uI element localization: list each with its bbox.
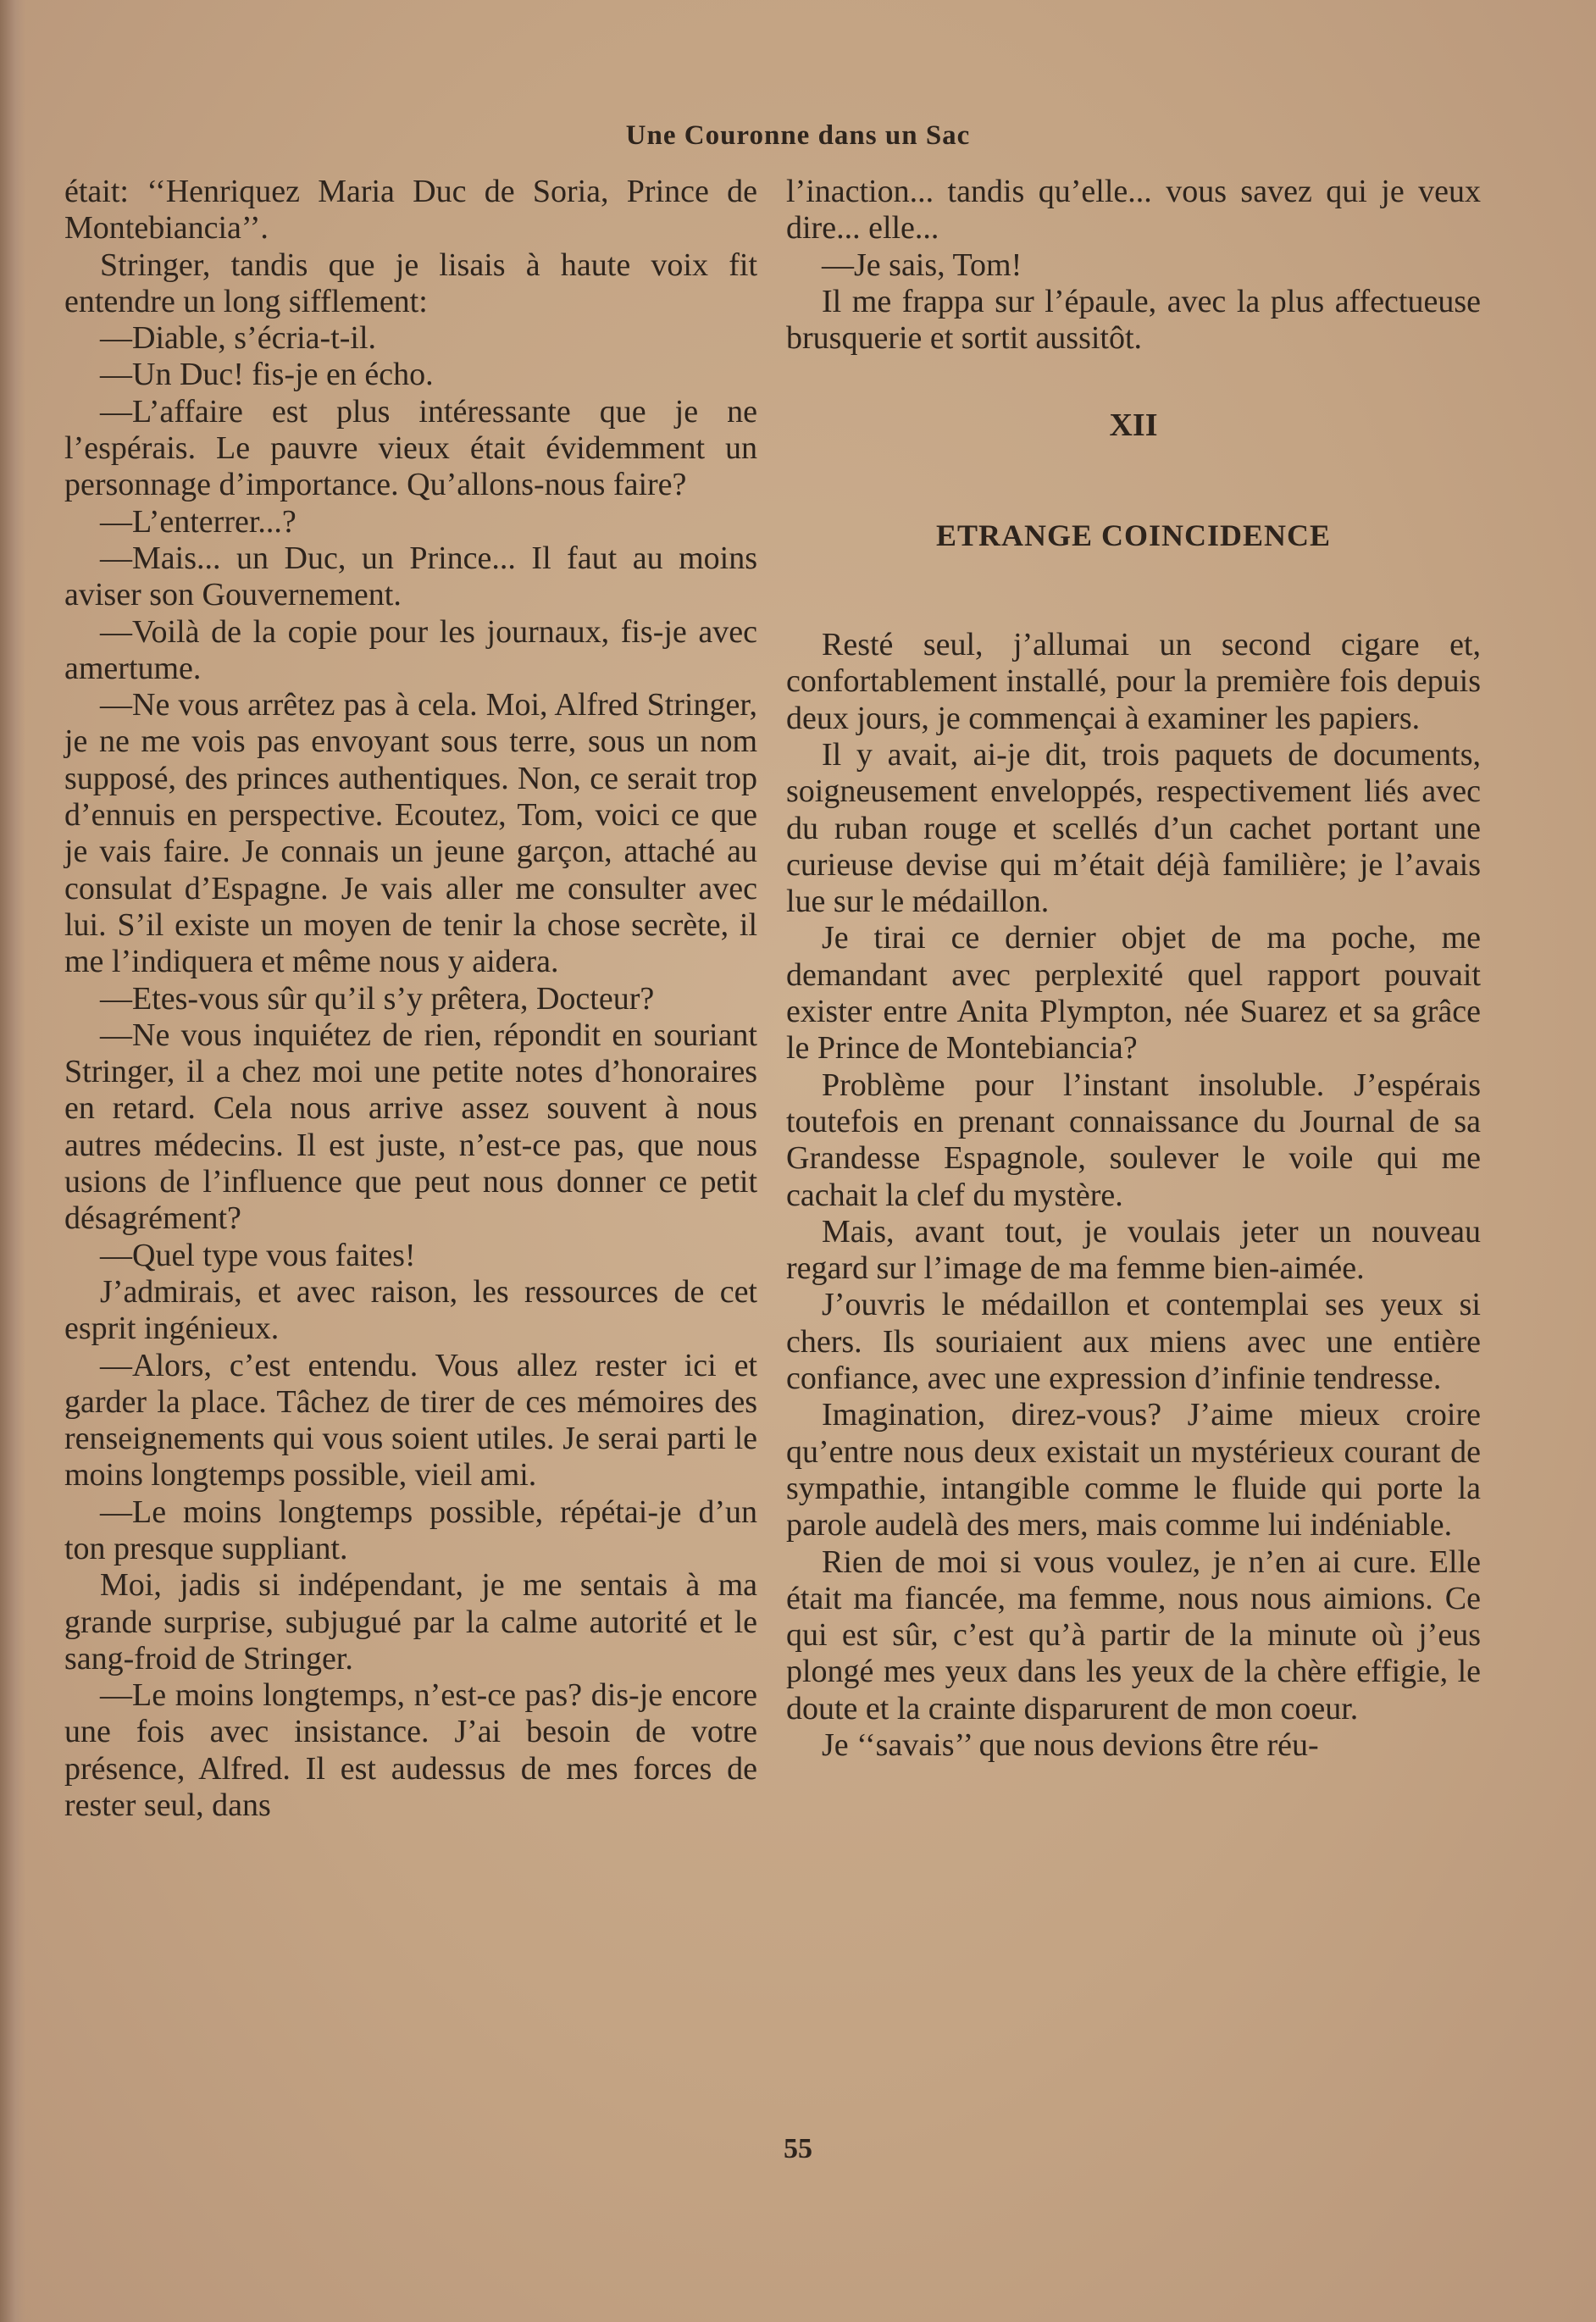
page-number: 55: [784, 2133, 812, 2164]
paragraph: —Ne vous arrêtez pas à cela. Moi, Alfred Stringer, je ne me vois pas envoyant sous terre, sous un nom supposé, des princes authentiques. Non, ce serait trop d’ennuis en perspective. Ecoutez, Tom, voici ce que je vais faire. Je connais un jeune garçon, attaché au consulat d’Espagne. Je vais aller me consulter avec lui. S’il existe un moyen de tenir la chose secrète, il me l’indiquera et même nous y aidera.: [64, 687, 757, 980]
paragraph: Je ‘‘savais’’ que nous devions être réu-: [822, 1726, 1319, 1763]
running-head: Une Couronne dans un Sac: [625, 120, 971, 151]
paragraph: —Le moins longtemps possible, répétai-je d’un ton presque suppliant.: [64, 1494, 757, 1566]
paragraph: —Mais... un Duc, un Prince... Il faut au moins aviser son Gouvernement.: [64, 540, 757, 613]
paragraph: Resté seul, j’allumai un second cigare et, confortablement installé, pour la première fois depuis deux jours, je commençai à examiner les papiers.: [786, 627, 1481, 736]
right-column-top-text: [786, 174, 1481, 357]
paragraph: —Alors, c’est entendu. Vous allez rester ici et garder la place. Tâchez de tirer de ces mémoires des renseignements qui vous soient utiles. Je serai parti le moins longtemps possible, vieil ami.: [64, 1347, 757, 1494]
paragraph: Stringer, tandis que je lisais à haute voix fit entendre un long sifflement:: [64, 247, 757, 319]
right-column-body-text: [786, 627, 1481, 1764]
paragraph: —L’affaire est plus intéressante que je ne l’espérais. Le pauvre vieux était évidemment un personnage d’importance. Qu’allons-nous faire?: [64, 393, 757, 503]
paragraph: —Un Duc! fis-je en écho.: [100, 357, 434, 393]
paragraph: Problème pour l’instant insoluble. J’espérais toutefois en prenant connaissance du Journal de sa Grandesse Espagnole, soulever le voile qui me cachait la clef du mystère.: [786, 1067, 1481, 1213]
paragraph: Moi, jadis si indépendant, je me sentais à ma grande surprise, subjugué par la calme autorité et le sang-froid de Stringer.: [64, 1567, 757, 1676]
paragraph: Il y avait, ai-je dit, trois paquets de documents, soigneusement enveloppés, respectivement liés avec du ruban rouge et scellés d’un cachet portant une curieuse devise qui m’était déjà familière; je l’avais lue sur le médaillon.: [786, 736, 1481, 920]
paragraph: —Le moins longtemps, n’est-ce pas? dis-je encore une fois avec insistance. J’ai besoin de votre présence, Alfred. Il est audessus de mes forces de rester seul, dans: [64, 1677, 757, 1824]
paragraph: J’ouvris le médaillon et contemplai ses yeux si chers. Ils souriaient aux miens avec une entière confiance, avec une expression d’infinie tendresse.: [786, 1287, 1481, 1397]
page-binding-shadow: [0, 0, 25, 2322]
paragraph: était: ‘‘Henriquez Maria Duc de Soria, Prince de Montebiancia’’.: [64, 174, 757, 247]
chapter-title: ETRANGE COINCIDENCE: [935, 518, 1332, 552]
paragraph: Rien de moi si vous voulez, je n’en ai cure. Elle était ma fiancée, ma femme, nous nous aimions. Ce qui est sûr, c’est qu’à partir de la minute où j’eus plongé mes yeux dans les yeux de la chère effigie, le doute et la crainte disparurent de mon coeur.: [786, 1543, 1481, 1726]
paragraph: —Etes-vous sûr qu’il s’y prêtera, Docteur?: [100, 980, 655, 1017]
paragraph: Mais, avant tout, je voulais jeter un nouveau regard sur l’image de ma femme bien-aimée.: [786, 1213, 1481, 1287]
paragraph: —Ne vous inquiétez de rien, répondit en souriant Stringer, il a chez moi une petite notes d’honoraires en retard. Cela nous arrive assez souvent à nous autres médecins. Il est juste, n’est-ce pas, que nous usions de l’influence que peut nous donner ce petit désagrément?: [64, 1017, 757, 1237]
paragraph: Imagination, direz-vous? J’aime mieux croire qu’entre nous deux existait un mystérieux courant de sympathie, intangible comme le fluide qui porte la parole audelà des mers, mais comme lui indéniable.: [786, 1397, 1481, 1543]
paragraph: J’admirais, et avec raison, les ressources de cet esprit ingénieux.: [64, 1273, 757, 1347]
chapter-number: XII: [1109, 407, 1158, 444]
paragraph: —Quel type vous faites!: [100, 1237, 416, 1273]
paragraph: —Diable, s’écria-t-il.: [100, 320, 377, 357]
left-column: [64, 174, 757, 1824]
paragraph: Je tirai ce dernier objet de ma poche, me demandant avec perplexité quel rapport pouvait exister entre Anita Plympton, née Suarez et sa grâce le Prince de Montebiancia?: [786, 920, 1481, 1067]
paragraph: —Voilà de la copie pour les journaux, fis-je avec amertume.: [64, 613, 757, 686]
paragraph: Il me frappa sur l’épaule, avec la plus affectueuse brusquerie et sortit aussitôt.: [786, 283, 1481, 357]
right-column: [786, 174, 1481, 1764]
paragraph: —Je sais, Tom!: [822, 247, 1022, 283]
paragraph: l’inaction... tandis qu’elle... vous savez qui je veux dire... elle...: [786, 174, 1481, 247]
paragraph: —L’enterrer...?: [100, 503, 296, 540]
